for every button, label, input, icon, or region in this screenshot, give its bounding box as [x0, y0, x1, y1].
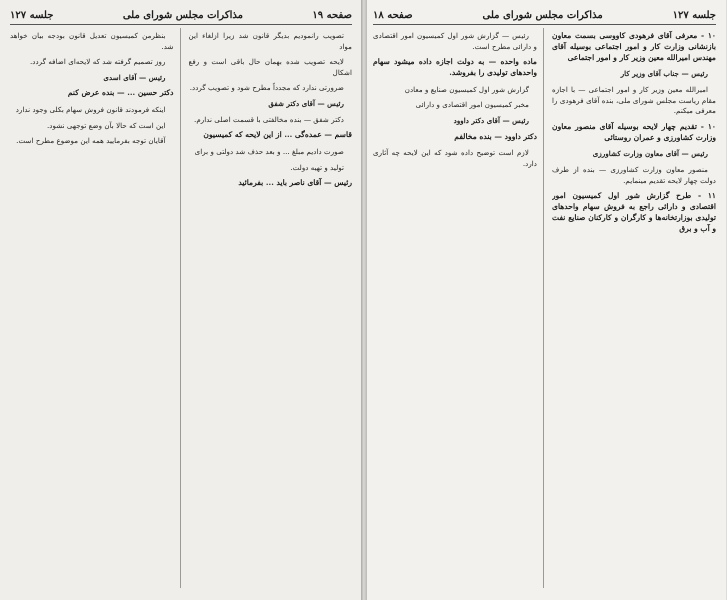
section-heading: رئیس — آقای ناصر باید ... بفرمائید	[238, 178, 352, 188]
left-running-title: مذاکرات مجلس شورای ملی	[122, 9, 243, 21]
left-page-column-left	[10, 28, 181, 588]
speaker-line: رئیس — آقای اسدی	[103, 72, 166, 82]
paragraph: لایحه تصویب شده بهمان حال باقی است و رفع اشکال	[188, 57, 352, 77]
section-heading: ۱۱ - طرح گزارش شور اول کمیسیون امور اقتصادی و دارائی راجع به فروش سهام واحدهای تولیدی بوزارتخانه‌ها و کارگران و کارکنان صنایع نفت و آب و برق	[552, 191, 716, 233]
paragraph: گزارش شور اول کمیسیون صنایع و معادن	[404, 84, 529, 94]
paragraph: ضرورتی ندارد که مجدداً مطرح شود و تصویب گردد.	[189, 83, 344, 93]
paragraph: امیرالله معین وزیر کار و امور اجتماعی — با اجازه مقام ریاست مجلس شورای ملی، بنده آقای فرهودی را معرفی میکنم.	[552, 84, 716, 116]
section-heading: دکتر داوود — بنده مخالفم	[454, 131, 537, 141]
left-page-column-right	[189, 28, 353, 588]
paragraph: رئیس — گزارش شور اول کمیسیون امور اقتصادی و دارائی مطرح است.	[373, 31, 537, 51]
speaker-line: رئیس — آقای معاون وزارت کشاورزی	[592, 149, 708, 159]
paragraph: صورت دادیم مبلغ ... و بعد حذف شد دولتی و برای	[194, 146, 344, 156]
paragraph: منصور معاون وزارت کشاورزی — بنده از طرف دولت چهار لایحه تقدیم مینمایم.	[552, 164, 716, 185]
paragraph: لازم است توضیح داده شود که این لایحه چه آثاری دارد.	[373, 148, 537, 168]
left-page	[0, 0, 363, 600]
right-page-column-left	[373, 28, 544, 588]
paragraph: مخبر کمیسیون امور اقتصادی و دارائی	[415, 100, 529, 110]
right-page	[363, 0, 726, 600]
left-session-label: جلسه ۱۲۷	[10, 9, 54, 21]
right-session-label: جلسه ۱۲۷	[672, 9, 716, 21]
paragraph: بنظرمن کمیسیون تعدیل قانون بودجه بیان خواهد شد.	[10, 31, 174, 51]
right-page-label: صفحه ۱۸	[373, 9, 413, 21]
paragraph: این است که حالا بآن وضع توجهی نشود.	[47, 120, 166, 130]
section-heading: ۱۰ - معرفی آقای فرهودی کاووسی بسمت معاون بازنشانی وزارت کار و امور اجتماعی بوسیله آقای مهندس امیرالله معین وزیر کار و امور اجتماعی	[552, 31, 716, 62]
section-heading: ماده واحده — به دولت اجازه داده میشود سهام واحدهای تولیدی را بفروشد.	[373, 57, 537, 77]
paragraph: دکتر شفق — بنده مخالفتی با قسمت اصلی ندارم.	[194, 114, 344, 124]
book-gutter	[361, 0, 367, 600]
right-running-title: مذاکرات مجلس شورای ملی	[482, 9, 603, 21]
section-heading: دکتر حسین ... — بنده عرض کنم	[67, 88, 174, 98]
paragraph: آقایان توجه بفرمایید همه این موضوع مطرح است.	[16, 136, 166, 146]
paragraph: تصویب رانمودیم بدیگر قانون شد زیرا ازلغاء این مواد	[188, 31, 352, 51]
speaker-line: رئیس — جناب آقای وزیر کار	[620, 69, 708, 79]
paragraph: تولید و تهیه دولت.	[290, 162, 344, 172]
paragraph: روز تصمیم گرفته شد که لایحه‌ای اضافه گردد.	[29, 57, 166, 67]
section-heading: قاسم — عمده‌گی ... از این لایحه که کمیسیون	[203, 130, 352, 140]
speaker-line: رئیس — آقای دکتر داوود	[453, 115, 529, 125]
paragraph: اینکه فرمودند قانون فروش سهام بکلی وجود ندارد	[15, 105, 166, 115]
speaker-line: رئیس — آقای دکتر شفق	[268, 98, 344, 108]
left-page-label: صفحه ۱۹	[312, 9, 352, 21]
right-page-header	[373, 6, 716, 25]
left-page-header	[10, 6, 352, 25]
right-page-column-right	[552, 28, 716, 588]
section-heading: ۱۰ - تقدیم چهار لایحه بوسیله آقای منصور معاون وزارت کشاورزی و عمران روستائی	[552, 121, 716, 142]
